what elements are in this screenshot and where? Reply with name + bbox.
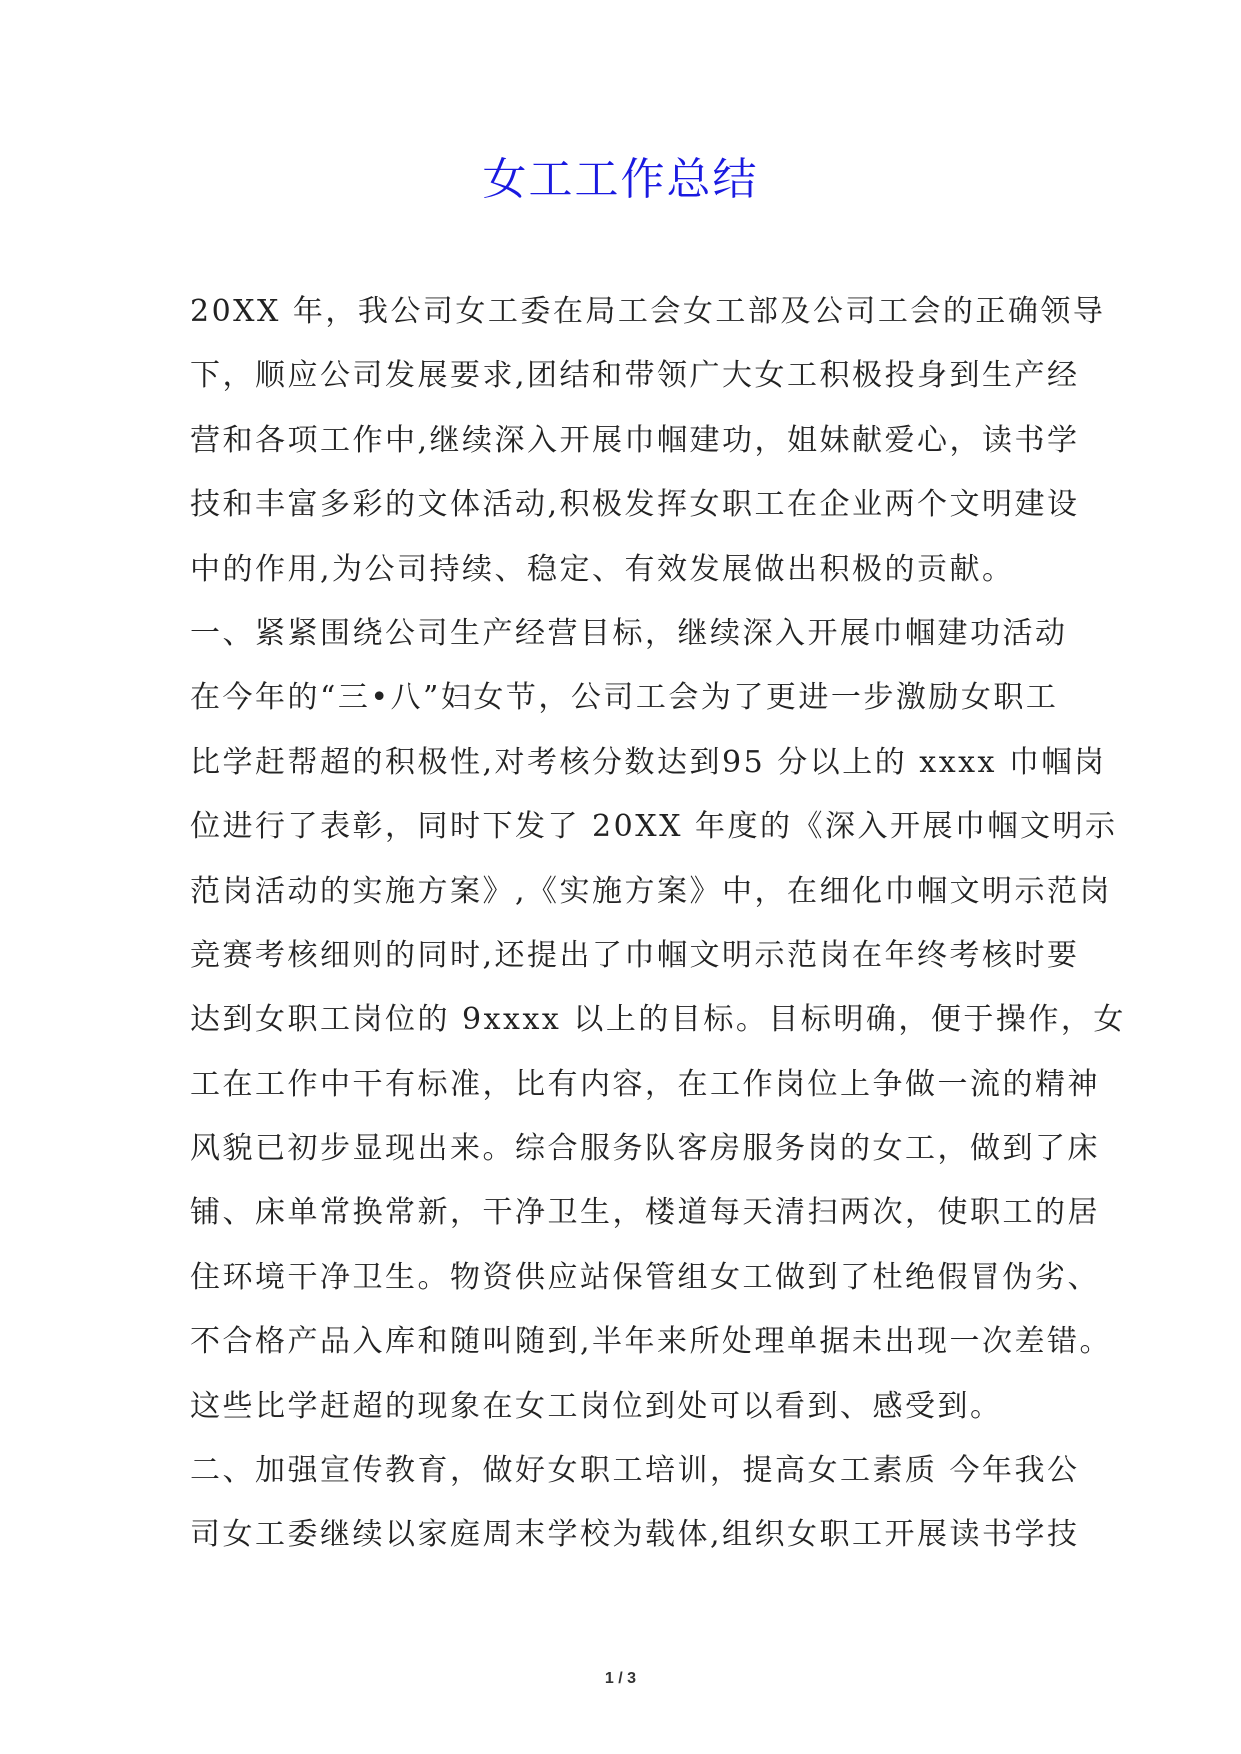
body-line: 比学赶帮超的积极性,对考核分数达到95 分以上的 xxxx 巾帼岗 [190,744,1107,780]
body-line: 营和各项工作中,继续深入开展巾帼建功，姐妹献爱心，读书学 [190,422,1080,458]
document-body [190,280,1126,1568]
document-title: 女工工作总结 [482,154,759,205]
body-line: 工在工作中干有标准，比有内容，在工作岗位上争做一流的精神 [190,1066,1100,1102]
body-line: 中的作用,为公司持续、稳定、有效发展做出积极的贡献。 [190,551,1015,587]
body-line: 20XX 年，我公司女工委在局工会女工部及公司工会的正确领导 [190,294,1106,329]
body-line: 达到女职工岗位的 9xxxx 以上的目标。目标明确，便于操作，女 [190,1002,1126,1038]
page-number: 1 / 3 [604,1670,637,1687]
body-line: 风貌已初步显现出来。综合服务队客房服务岗的女工，做到了床 [190,1131,1100,1167]
body-line: 技和丰富多彩的文体活动,积极发挥女职工在企业两个文明建设 [190,487,1080,523]
body-line: 司女工委继续以家庭周末学校为载体,组织女职工开展读书学技 [190,1517,1080,1553]
body-line: 不合格产品入库和随叫随到,半年来所处理单据未出现一次差错。 [190,1324,1113,1360]
body-line: 住环境干净卫生。物资供应站保管组女工做到了杜绝假冒伪劣、 [190,1259,1100,1295]
body-line: 铺、床单常换常新，干净卫生，楼道每天清扫两次，使职工的居 [190,1195,1100,1231]
body-line: 范岗活动的实施方案》,《实施方案》中，在细化巾帼文明示范岗 [190,873,1113,909]
body-line: 在今年的“三•八”妇女节，公司工会为了更进一步激励女职工 [190,680,1059,716]
body-line: 竞赛考核细则的同时,还提出了巾帼文明示范岗在年终考核时要 [190,937,1080,973]
body-line: 下，顺应公司发展要求,团结和带领广大女工积极投身到生产经 [190,358,1080,394]
section-heading-2: 二、加强宣传教育，做好女职工培训，提高女工素质 今年我公 [190,1453,1080,1489]
body-line: 位进行了表彰，同时下发了 20XX 年度的《深入开展巾帼文明示 [190,809,1118,845]
section-heading-1: 一、紧紧围绕公司生产经营目标，继续深入开展巾帼建功活动 [190,615,1068,651]
body-line: 这些比学赶超的现象在女工岗位到处可以看到、感受到。 [190,1388,1003,1424]
